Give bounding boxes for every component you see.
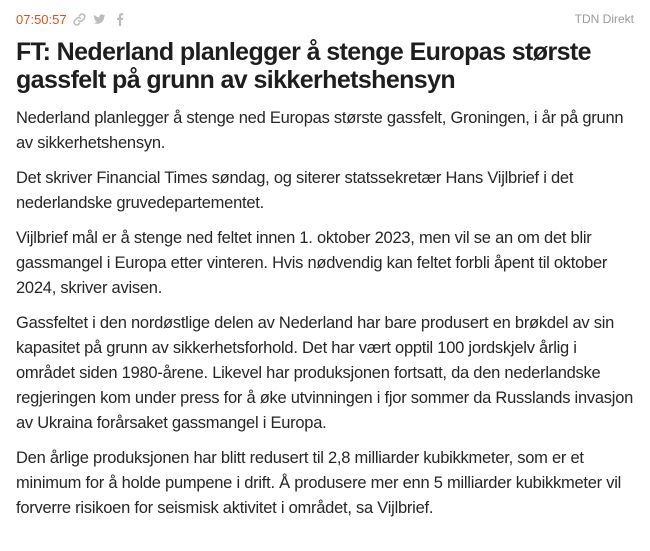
source-label: TDN Direkt <box>574 12 634 26</box>
facebook-icon[interactable] <box>113 12 127 26</box>
article-paragraph: Det skriver Financial Times søndag, og siterer statssekretær Hans Vijlbrief i det nederlandske gruvedepartementet. <box>16 169 574 212</box>
meta-left-group <box>16 12 127 27</box>
article-paragraph: Den årlige produksjonen har blitt redusert til 2,8 milliarder kubikkmeter, som er et minimum for å holde pumpene i drift. Å produsere mer enn 5 milliarder kubikkmeter vil forverre risikoen for seismisk aktivitet i området, sa Vijlbrief. <box>16 449 622 517</box>
article-headline: FT: Nederland planlegger å stenge Europas største gassfelt på grunn av sikkerhetshensyn <box>16 38 591 94</box>
article-meta-bar <box>16 10 634 28</box>
twitter-icon[interactable] <box>93 12 107 26</box>
article-paragraph: Nederland planlegger å stenge ned Europas største gassfelt, Groningen, i år på grunn av sikkerhetshensyn. <box>16 109 624 152</box>
link-icon[interactable] <box>73 12 87 26</box>
publish-time: 07:50:57 <box>16 11 67 27</box>
article-paragraph: Gassfeltet i den nordøstlige delen av Nederland har bare produsert en brøkdel av sin kapasitet på grunn av sikkerhetsforhold. Det har vært opptil 100 jordskjelv årlig i området siden 1980-årene. Likevel har produksjonen fortsatt, da den nederlandske regjeringen kom under press for å øke utvinningen i fjor sommer da Russlands invasjon av Ukraina forårsaket gassmangel i Europa. <box>16 314 634 432</box>
article-paragraph: Vijlbrief mål er å stenge ned feltet innen 1. oktober 2023, men vil se an om det blir gassmangel i Europa etter vinteren. Hvis nødvendig kan feltet forbli åpent til oktober 2024, skriver avisen. <box>16 229 608 297</box>
